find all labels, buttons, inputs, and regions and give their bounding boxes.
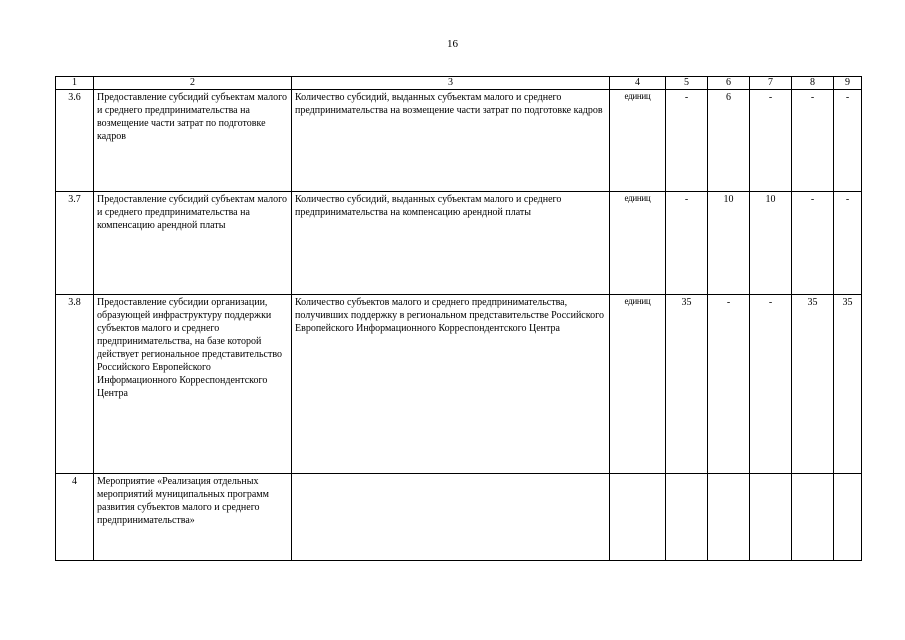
unit-cell: единиц <box>610 192 666 295</box>
header-col-6: 6 <box>708 77 750 90</box>
value-col-9 <box>834 474 862 561</box>
header-col-8: 8 <box>792 77 834 90</box>
header-col-3: 3 <box>292 77 610 90</box>
indicators-table <box>55 76 862 561</box>
value-col-6: - <box>708 295 750 474</box>
table-row <box>56 474 862 561</box>
unit-cell: единиц <box>610 295 666 474</box>
value-col-6: 6 <box>708 90 750 192</box>
unit-cell <box>610 474 666 561</box>
value-col-9: 35 <box>834 295 862 474</box>
value-col-9: - <box>834 192 862 295</box>
header-col-7: 7 <box>750 77 792 90</box>
value-col-7: 10 <box>750 192 792 295</box>
indicator-name: Количество субъектов малого и среднего предпринимательства, получивших поддержку в региональном представительстве Российского Европейского Информационного Корреспондентского Центра <box>292 295 610 474</box>
value-col-6: 10 <box>708 192 750 295</box>
indicator-name: Количество субсидий, выданных субъектам малого и среднего предпринимательства на компенсацию арендной платы <box>292 192 610 295</box>
value-col-8: 35 <box>792 295 834 474</box>
header-col-4: 4 <box>610 77 666 90</box>
value-col-5 <box>666 474 708 561</box>
header-row <box>56 77 862 90</box>
indicator-name: Количество субсидий, выданных субъектам малого и среднего предпринимательства на возмещение части затрат по подготовке кадров <box>292 90 610 192</box>
value-col-5: - <box>666 90 708 192</box>
header-col-9: 9 <box>834 77 862 90</box>
value-col-5: - <box>666 192 708 295</box>
value-col-8: - <box>792 90 834 192</box>
table-row <box>56 90 862 192</box>
row-number: 4 <box>56 474 94 561</box>
indicator-name <box>292 474 610 561</box>
value-col-8: - <box>792 192 834 295</box>
value-col-5: 35 <box>666 295 708 474</box>
header-col-2: 2 <box>94 77 292 90</box>
measure-name: Предоставление субсидии организации, образующей инфраструктуру поддержки субъектов малого и среднего предпринимательства, на базе которой действует региональное представительство Российского Европейского Информационного Корреспондентского Центра <box>94 295 292 474</box>
table-row <box>56 295 862 474</box>
page-number: 16 <box>447 38 458 50</box>
value-col-6 <box>708 474 750 561</box>
row-number: 3.8 <box>56 295 94 474</box>
row-number: 3.7 <box>56 192 94 295</box>
measure-name: Мероприятие «Реализация отдельных мероприятий муниципальных программ развития субъектов малого и среднего предпринимательства» <box>94 474 292 561</box>
header-col-5: 5 <box>666 77 708 90</box>
value-col-7: - <box>750 90 792 192</box>
measure-name: Предоставление субсидий субъектам малого и среднего предпринимательства на компенсацию арендной платы <box>94 192 292 295</box>
value-col-7 <box>750 474 792 561</box>
value-col-9: - <box>834 90 862 192</box>
row-number: 3.6 <box>56 90 94 192</box>
table-row <box>56 192 862 295</box>
measure-name: Предоставление субсидий субъектам малого и среднего предпринимательства на возмещение части затрат по подготовке кадров <box>94 90 292 192</box>
unit-cell: единиц <box>610 90 666 192</box>
header-col-1: 1 <box>56 77 94 90</box>
value-col-8 <box>792 474 834 561</box>
value-col-7: - <box>750 295 792 474</box>
